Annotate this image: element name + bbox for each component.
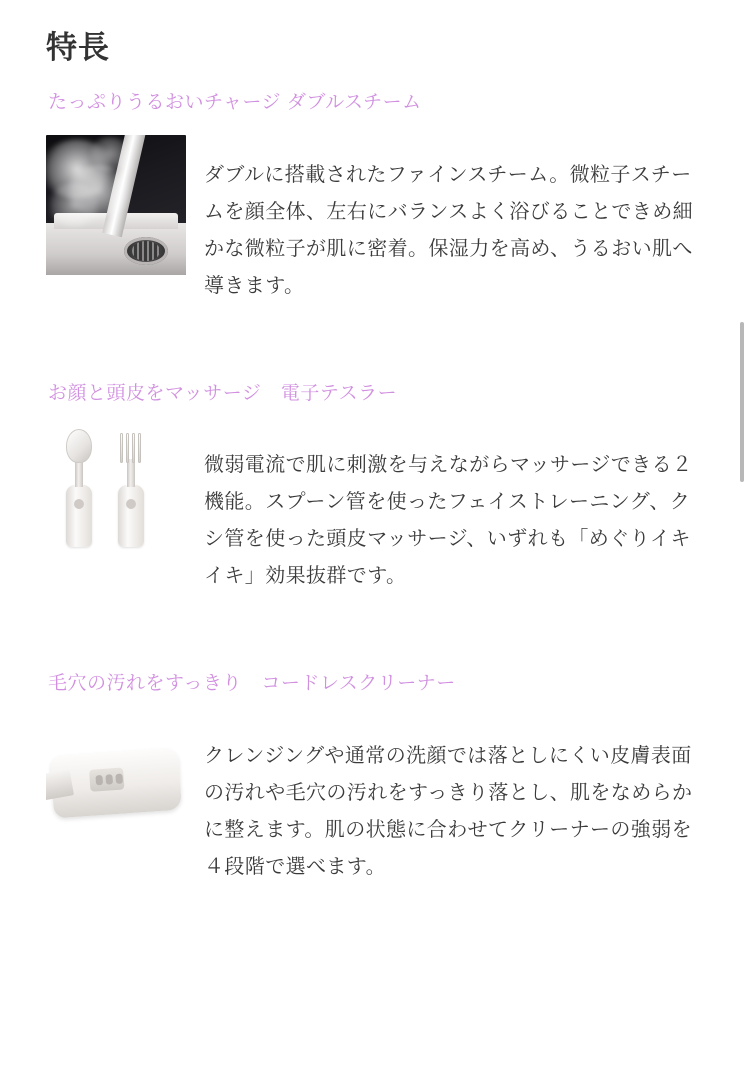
- feature-body: [46, 135, 700, 325]
- electrode-wands-photo: [46, 425, 186, 565]
- feature-heading: お顔と頭皮をマッサージ 電子テスラー: [48, 382, 398, 404]
- feature-heading: 毛穴の汚れをすっきり コードレスクリーナー: [48, 673, 456, 695]
- page-title: 特長: [46, 30, 110, 65]
- feature-description: ダブルに搭載されたファインスチーム。微粒子スチームを顔全体、左右にバランスよく浴びることできめ細かな微粒子が肌に密着。保湿力を高め、うるおい肌へ導きます。: [204, 163, 693, 297]
- feature-section-tesler: [46, 381, 700, 616]
- cordless-cleaner-photo: [46, 716, 186, 856]
- feature-body: [46, 425, 700, 615]
- steamer-photo: [46, 135, 186, 275]
- feature-body: [46, 716, 700, 906]
- page-scrollbar[interactable]: [740, 0, 746, 1080]
- feature-description: 微弱電流で肌に刺激を与えながらマッサージできる２機能。スプーン管を使ったフェイストレーニング、クシ管を使った頭皮マッサージ、いずれも「めぐりイキイキ」効果抜群です。: [204, 454, 693, 588]
- feature-section-steam: [46, 90, 700, 325]
- feature-section-cleaner: [46, 671, 700, 906]
- scrollbar-thumb[interactable]: [740, 322, 744, 482]
- feature-heading: たっぷりうるおいチャージ ダブルスチーム: [48, 92, 422, 114]
- feature-description: クレンジングや通常の洗顔では落としにくい皮膚表面の汚れや毛穴の汚れをすっきり落とし、肌をなめらかに整えます。肌の状態に合わせてクリーナーの強弱を４段階で選べます。: [204, 745, 693, 879]
